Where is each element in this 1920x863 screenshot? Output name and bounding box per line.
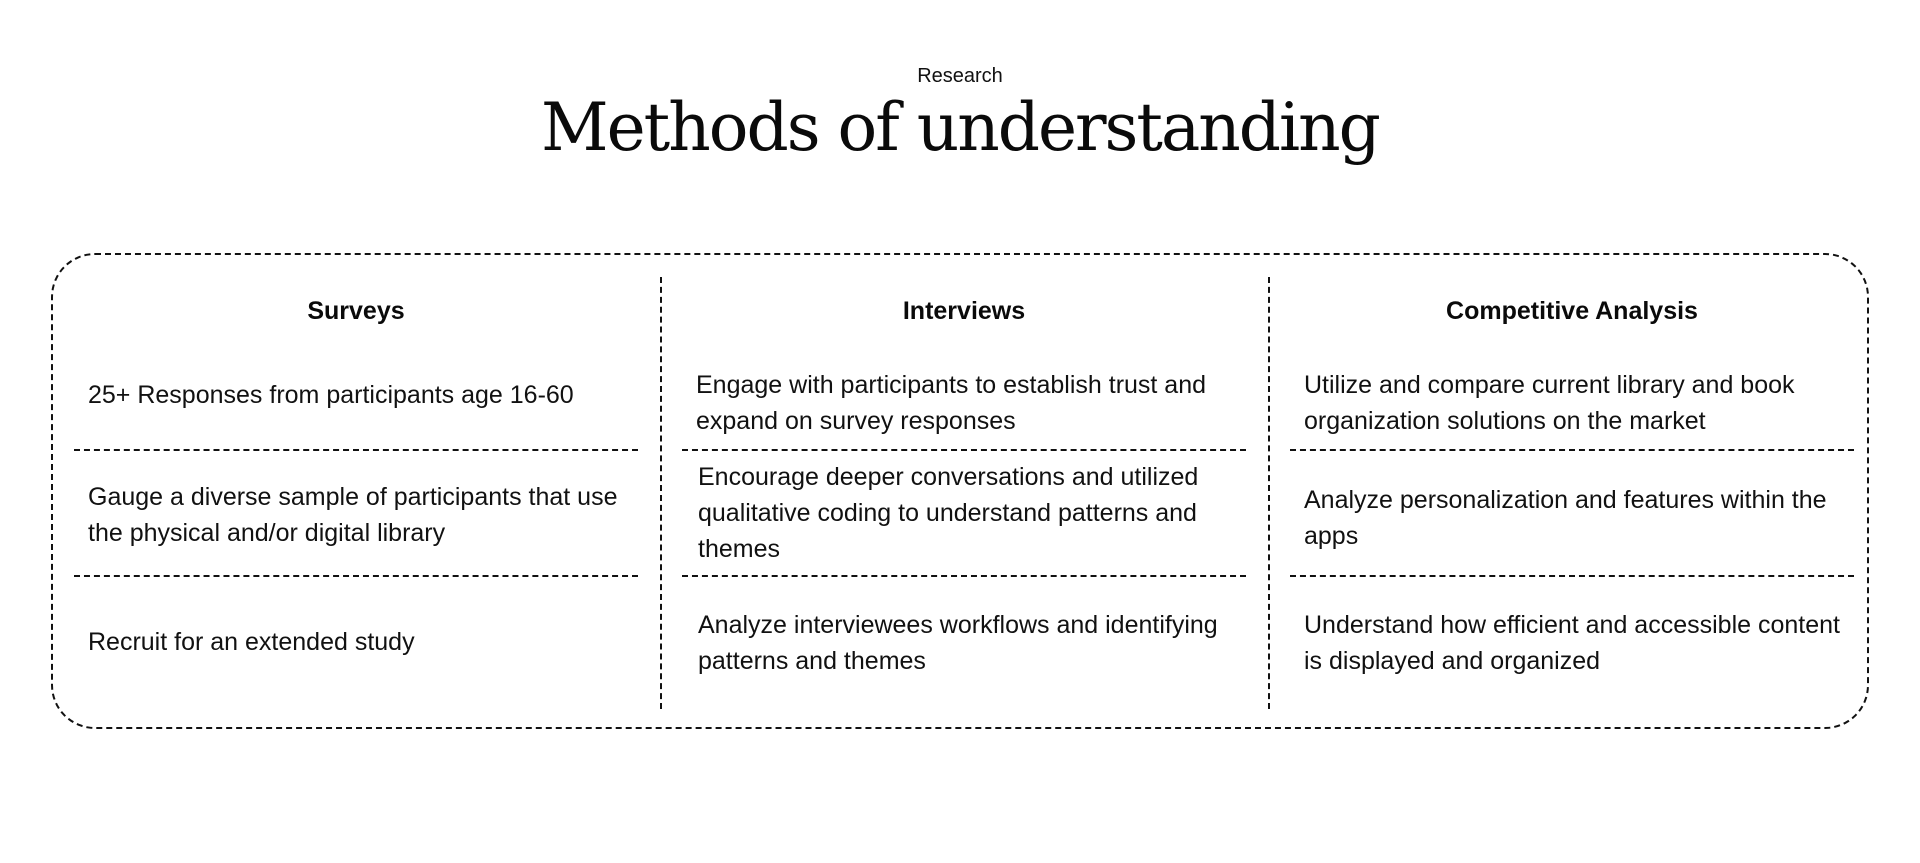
method-item (88, 355, 628, 435)
section-eyebrow: Research (917, 65, 1003, 87)
method-item (1304, 478, 1864, 558)
method-item (696, 363, 1236, 443)
column-heading: Surveys (307, 297, 405, 325)
method-item-text: Analyze interviewees workflows and identifying patterns and themes (698, 611, 1218, 675)
page-title: Methods of understanding (541, 89, 1379, 166)
method-item (1304, 603, 1864, 683)
method-item (88, 475, 628, 555)
method-item (698, 603, 1238, 683)
method-item (88, 602, 628, 682)
method-item-text: 25+ Responses from participants age 16-60 (88, 381, 574, 409)
method-item (698, 455, 1238, 571)
row-divider (1290, 449, 1854, 451)
row-divider (74, 575, 638, 577)
method-item-text: Engage with participants to establish trust and expand on survey responses (696, 371, 1207, 435)
row-divider (74, 449, 638, 451)
method-item-text: Utilize and compare current library and book organization solutions on the market (1304, 371, 1795, 435)
column-heading: Competitive Analysis (1446, 297, 1698, 325)
row-divider (1290, 575, 1854, 577)
method-item-text: Understand how efficient and accessible content is displayed and organized (1304, 611, 1840, 675)
method-item-text: Encourage deeper conversations and utilized qualitative coding to understand patterns and themes (698, 463, 1199, 563)
method-item-text: Gauge a diverse sample of participants that use the physical and/or digital library (88, 483, 618, 547)
row-divider (682, 575, 1246, 577)
column-divider (660, 277, 662, 709)
column-divider (1268, 277, 1270, 709)
method-item-text: Recruit for an extended study (88, 628, 415, 656)
row-divider (682, 449, 1246, 451)
column-heading: Interviews (902, 297, 1026, 325)
method-item-text: Analyze personalization and features within the apps (1304, 486, 1827, 550)
method-item (1304, 363, 1864, 443)
